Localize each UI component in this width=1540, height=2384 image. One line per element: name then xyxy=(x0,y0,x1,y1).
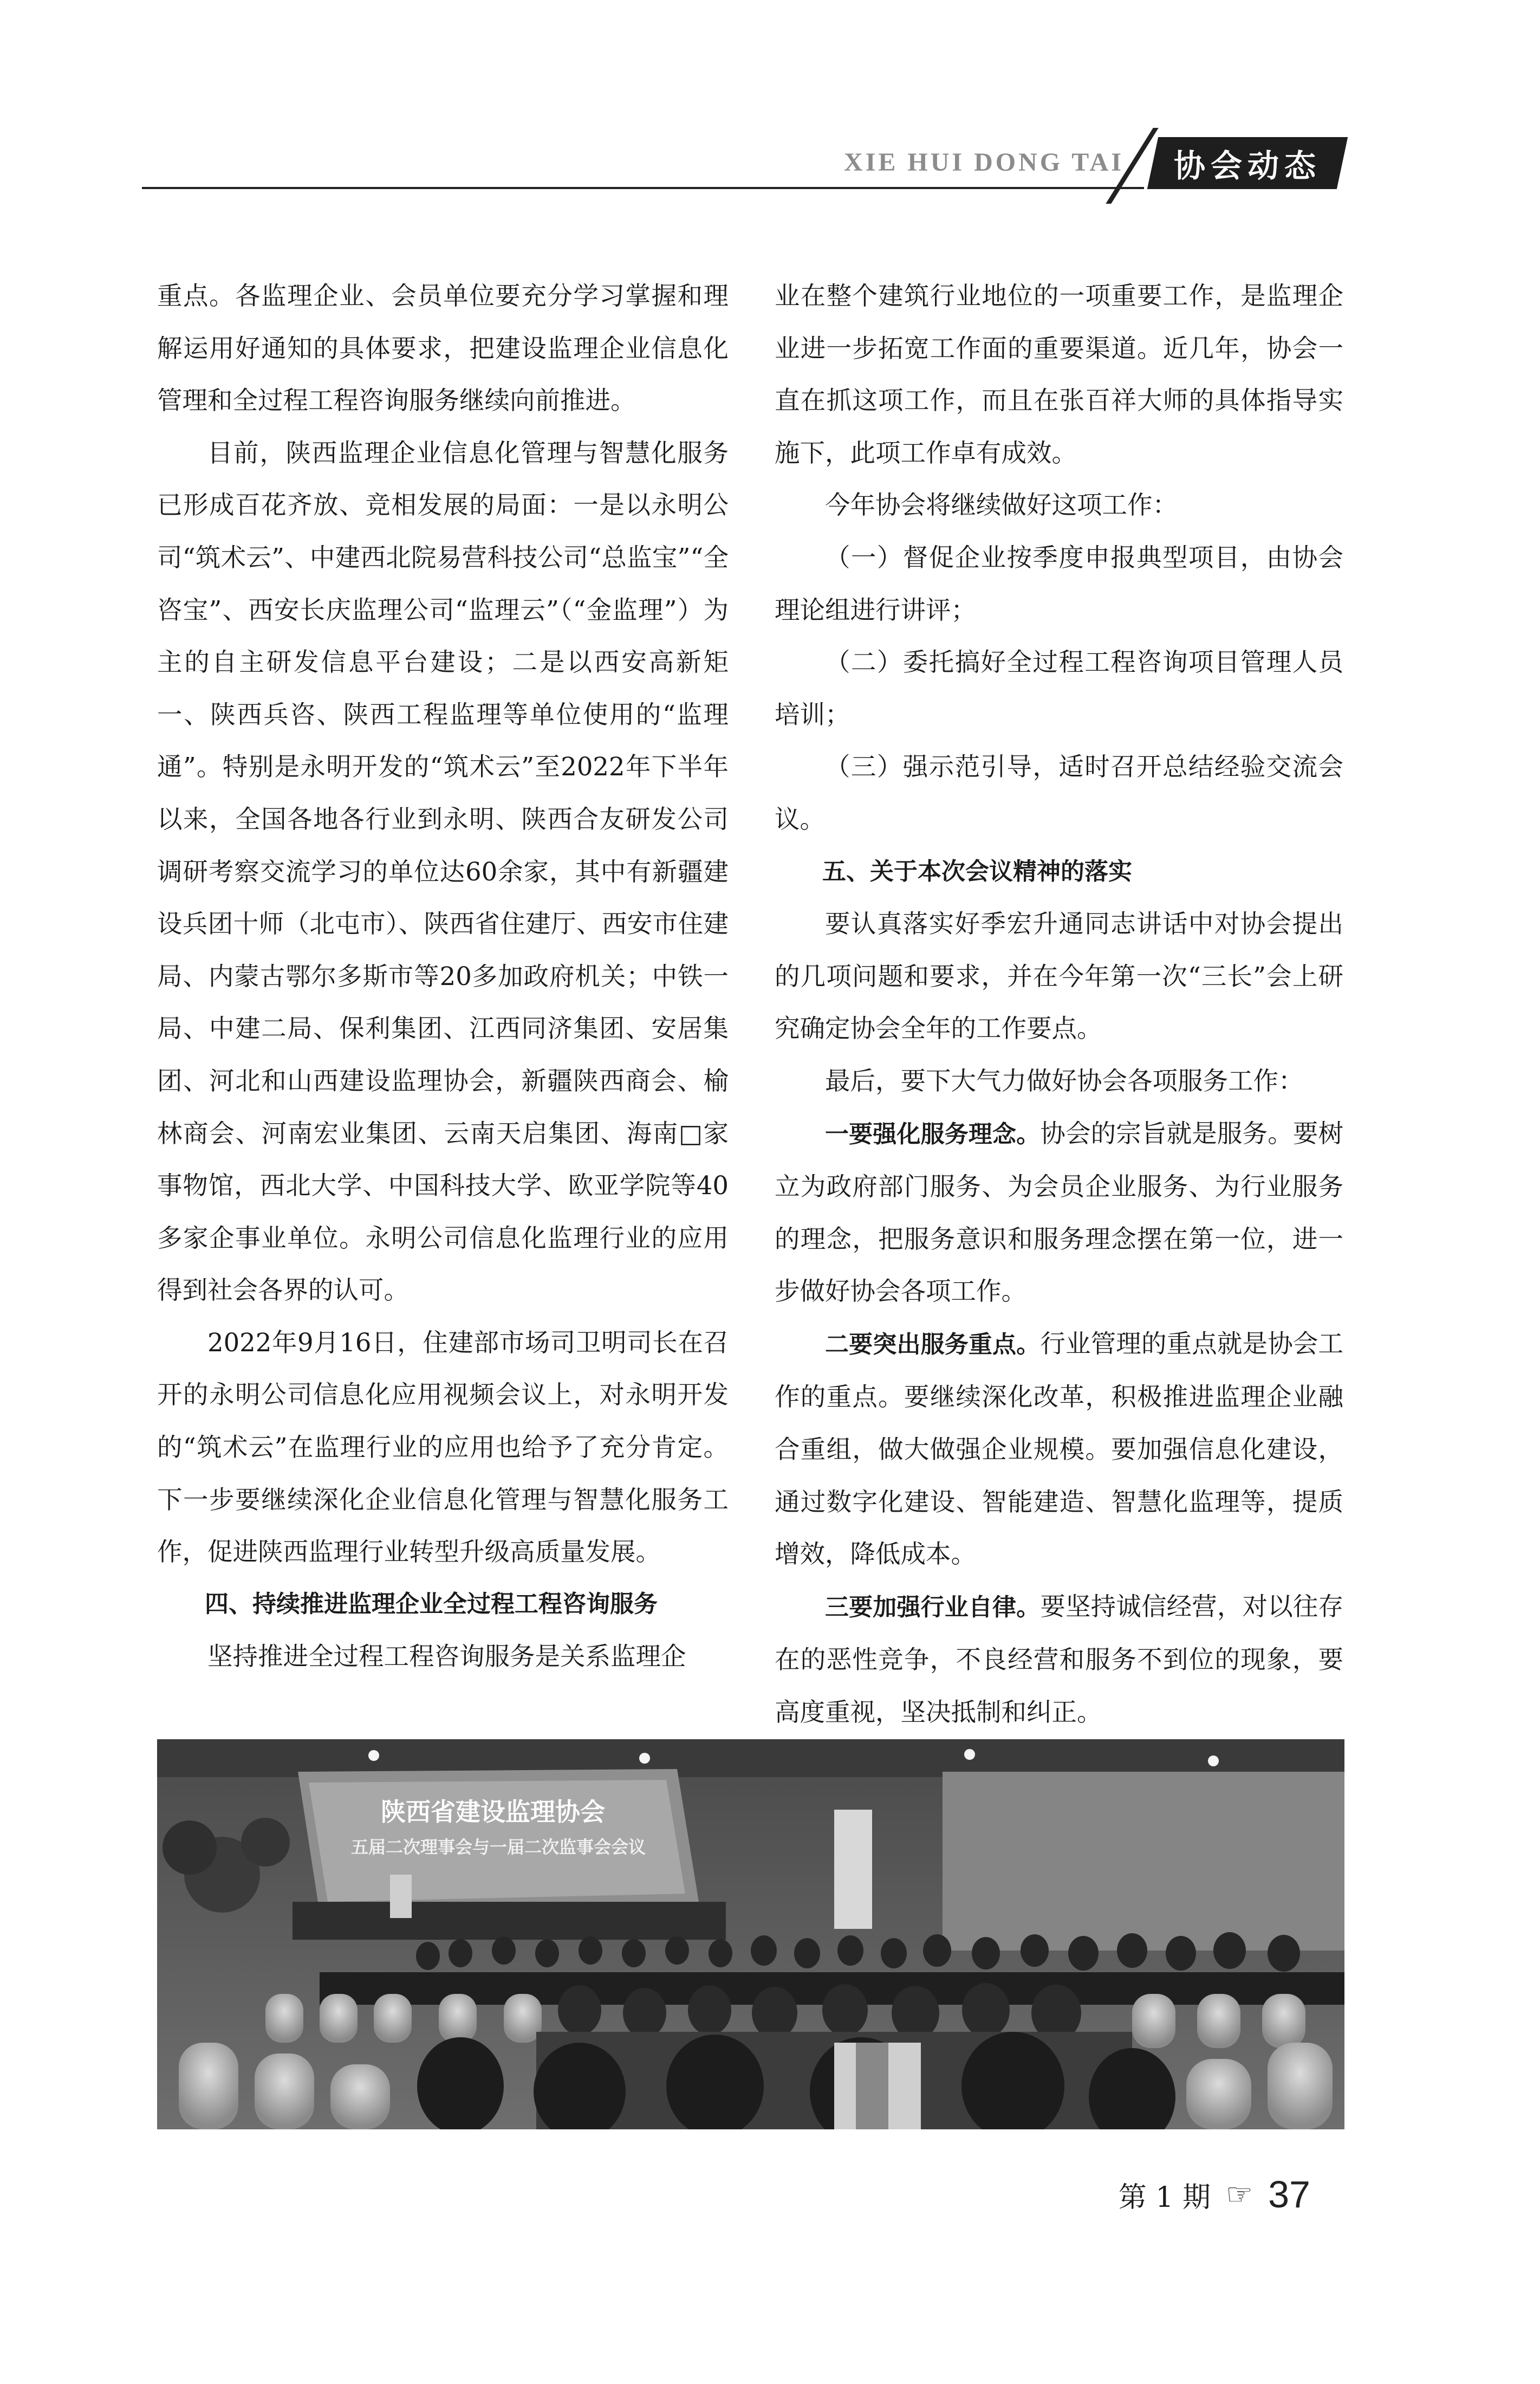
page-footer xyxy=(1119,2173,1310,2216)
screen-title: 陕西省建设监理协会 xyxy=(381,1797,605,1826)
header-latin-title: XIE HUI DONG TAI xyxy=(844,148,1124,177)
page-number: 37 xyxy=(1268,2173,1310,2215)
list-item: （二）委托搞好全过程工程咨询项目管理人员培训； xyxy=(775,647,1343,729)
pointing-hand-icon: ☞ xyxy=(1225,2176,1253,2212)
paragraph: 坚持推进全过程工程咨询服务是关系监理企 xyxy=(207,1642,686,1672)
left-column xyxy=(157,270,729,1683)
paragraph xyxy=(775,1318,1343,1580)
point-heading: 三要加强行业自律。 xyxy=(825,1593,1041,1621)
conference-photo xyxy=(157,1739,1344,2129)
screen-subtitle: 五届二次理事会与一届二次监事会会议 xyxy=(350,1837,646,1857)
paragraph: 目前，陕西监理企业信息化管理与智慧化服务已形成百花齐放、竞相发展的局面：一是以永明公司“筑术云”、中建西北院易营科技公司“总监宝”“全咨宝”、西安长庆监理公司“监理云”（“金监理”）为主的自主研发信息平台建设；二是以西安高新矩一、陕西兵咨、陕西工程监理等单位使用的“监理通”。特别是永明开发的“筑术云”至2022年下半年以来，全国各地各行业到永明、陕西合友研发公司调研考察交流学习的单位达60余家，其中有新疆建设兵团十师（北屯市）、陕西省住建厅、西安市住建局、内蒙古鄂尔多斯市等20多加政府机关；中铁一局、中建二局、保利集团、江西同济集团、安居集团、河北和山西建设监理协会，新疆陕西商会、榆林商会、河南宏业集团、云南天启集团、海南□家事物馆，西北大学、中国科技大学、欧亚学院等40多家企事业单位。永明公司信息化监理行业的应用得到社会各界的认可。 xyxy=(157,438,729,1305)
right-column xyxy=(775,270,1343,1791)
point-text: 协会的宗旨就是服务。要树立为政府部门服务、为会员企业服务、为行业服务的理念，把服务意识和服务理念摆在第一位，进一步做好协会各项工作。 xyxy=(775,1118,1344,1306)
section-heading: 四、持续推进监理企业全过程工程咨询服务 xyxy=(205,1590,658,1618)
list-item: （一）督促企业按季度申报典型项目，由协会理论组进行讲评； xyxy=(775,542,1343,625)
paragraph: 2022年9月16日，住建部市场司卫明司长在召开的永明公司信息化应用视频会议上，对永明开发的“筑术云”在监理行业的应用也给予了充分肯定。下一步要继续深化企业信息化管理与智慧化服务工作，促进陕西监理行业转型升级高质量发展。 xyxy=(157,1327,729,1567)
point-text: 行业管理的重点就是协会工作的重点。要继续深化改革，积极推进监理企业融合重组，做大做强企业规模。要加强信息化建设，通过数字化建设、智能建造、智慧化监理等，提质增效，降低成本。 xyxy=(775,1329,1344,1569)
header-section-badge xyxy=(1147,137,1348,189)
paragraph xyxy=(775,1107,1343,1318)
point-heading: 一要强化服务理念。 xyxy=(825,1120,1041,1148)
paragraph: 重点。各监理企业、会员单位要充分学习掌握和理解运用好通知的具体要求，把建设监理企业信息化管理和全过程工程咨询服务继续向前推进。 xyxy=(157,281,729,416)
section-heading: 五、关于本次会议精神的落实 xyxy=(822,857,1132,885)
header-section-title: 协会动态 xyxy=(1173,147,1321,184)
paragraph xyxy=(775,1580,1343,1739)
paragraph: 最后，要下大气力做好协会各项服务工作： xyxy=(825,1066,1304,1096)
paragraph: 业在整个建筑行业地位的一项重要工作，是监理企业进一步拓宽工作面的重要渠道。近几年，协会一直在抓这项工作，而且在张百祥大师的具体指导实施下，此项工作卓有成效。 xyxy=(775,281,1343,468)
paragraph: 要认真落实好季宏升通同志讲话中对协会提出的几项问题和要求，并在今年第一次“三长”会上研究确定协会全年的工作要点。 xyxy=(775,909,1343,1044)
list-item: （三）强示范引导，适时召开总结经验交流会议。 xyxy=(775,752,1343,834)
header-rule xyxy=(142,187,1144,189)
paragraph: 今年协会将继续做好这项工作： xyxy=(825,490,1178,520)
point-heading: 二要突出服务重点。 xyxy=(825,1330,1041,1358)
issue-label: 第 1 期 xyxy=(1118,2181,1211,2214)
point-text: 要坚持诚信经营，对以往存在的恶性竞争，不良经营和服务不到位的现象，要高度重视，坚决抵制和纠正。 xyxy=(775,1591,1344,1727)
